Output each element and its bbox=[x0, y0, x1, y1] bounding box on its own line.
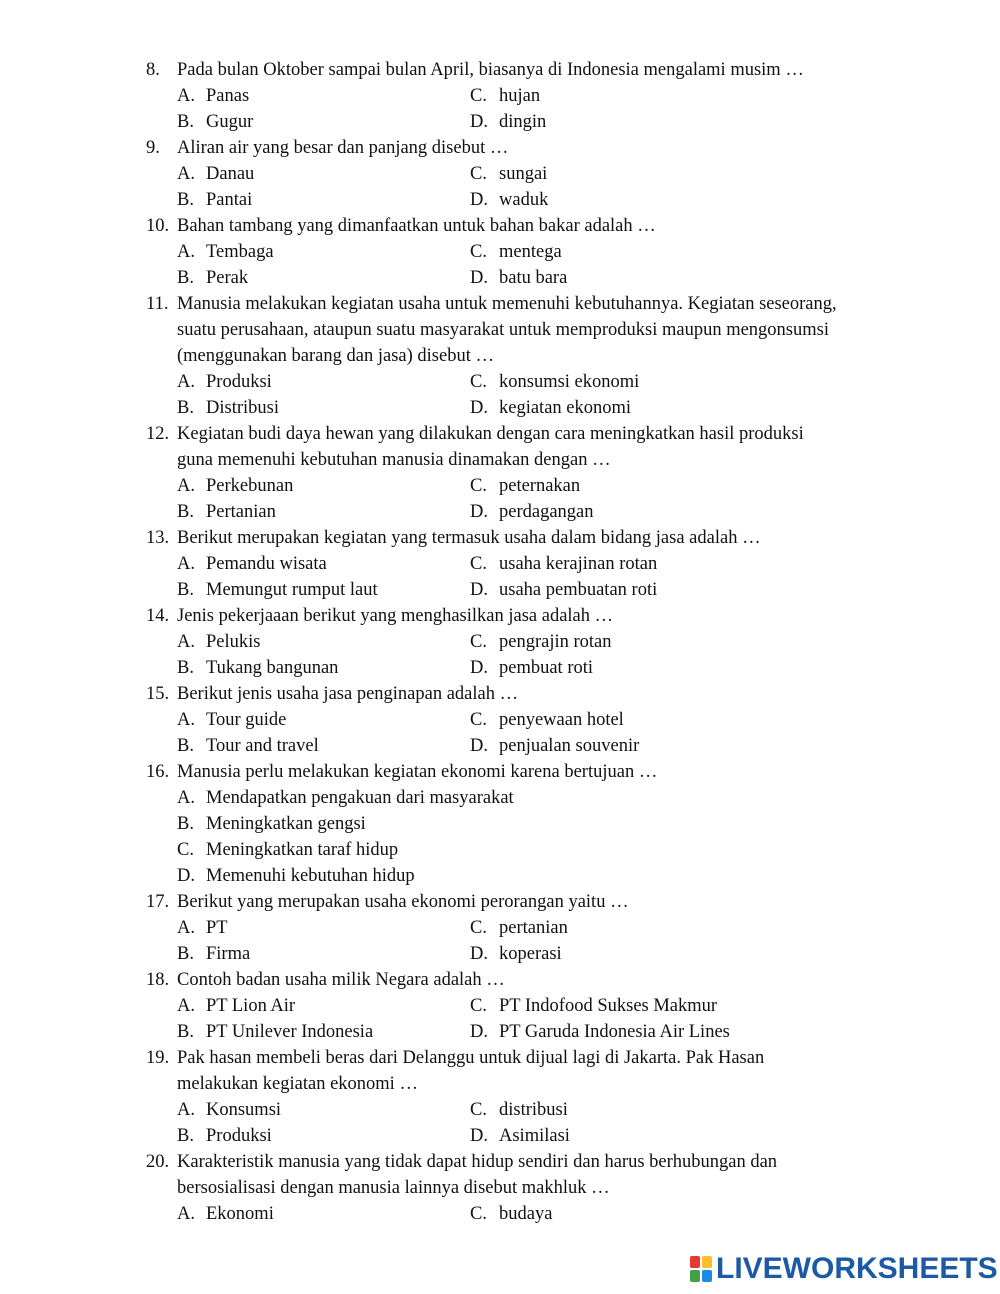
option-letter: A. bbox=[177, 918, 195, 938]
answer-option[interactable] bbox=[177, 941, 470, 967]
option-text: PT Garuda Indonesia Air Lines bbox=[499, 1022, 730, 1042]
answer-row bbox=[177, 993, 906, 1019]
question-item bbox=[146, 1045, 906, 1149]
option-letter: B. bbox=[177, 112, 194, 132]
question-item bbox=[146, 57, 906, 135]
option-letter: A. bbox=[177, 164, 195, 184]
question-line bbox=[146, 889, 906, 915]
option-text: Gugur bbox=[206, 112, 254, 132]
answer-option[interactable] bbox=[470, 1097, 763, 1123]
question-line bbox=[146, 421, 906, 447]
question-number: 9. bbox=[146, 138, 160, 158]
option-letter: C. bbox=[470, 632, 487, 652]
logo-mark-block bbox=[702, 1256, 712, 1268]
answer-row bbox=[177, 733, 906, 759]
question-item bbox=[146, 421, 906, 525]
question-line bbox=[146, 1149, 906, 1175]
option-letter: D. bbox=[470, 736, 488, 756]
option-text: Pelukis bbox=[206, 632, 261, 652]
answer-option[interactable] bbox=[177, 83, 470, 109]
answer-option[interactable] bbox=[177, 1201, 470, 1227]
answer-option[interactable] bbox=[470, 915, 763, 941]
option-letter: B. bbox=[177, 736, 194, 756]
option-letter: C. bbox=[470, 1100, 487, 1120]
answer-option[interactable] bbox=[470, 239, 763, 265]
answer-option[interactable] bbox=[177, 1123, 470, 1149]
option-letter: B. bbox=[177, 944, 194, 964]
option-letter: C. bbox=[470, 1204, 487, 1224]
question-text: Berikut jenis usaha jasa penginapan adalah … bbox=[177, 684, 519, 704]
option-text: Tour guide bbox=[206, 710, 287, 730]
option-text: usaha pembuatan roti bbox=[499, 580, 658, 600]
question-line bbox=[146, 57, 906, 83]
answer-option[interactable] bbox=[177, 577, 470, 603]
option-text: distribusi bbox=[499, 1100, 568, 1120]
answer-option[interactable] bbox=[470, 109, 763, 135]
option-text: PT bbox=[206, 918, 228, 938]
answer-row bbox=[177, 655, 906, 681]
question-text: Bahan tambang yang dimanfaatkan untuk bahan bakar adalah … bbox=[177, 216, 656, 236]
question-number: 15. bbox=[146, 684, 170, 704]
answer-row bbox=[177, 577, 906, 603]
option-text: Pemandu wisata bbox=[206, 554, 327, 574]
option-letter: D. bbox=[470, 398, 488, 418]
answer-option[interactable] bbox=[177, 993, 470, 1019]
question-text: Berikut yang merupakan usaha ekonomi perorangan yaitu … bbox=[177, 892, 629, 912]
option-letter: B. bbox=[177, 1022, 194, 1042]
question-number: 16. bbox=[146, 762, 170, 782]
option-letter: A. bbox=[177, 476, 195, 496]
question-number: 12. bbox=[146, 424, 170, 444]
answer-option[interactable] bbox=[177, 837, 777, 863]
question-number: 19. bbox=[146, 1048, 170, 1068]
option-letter: A. bbox=[177, 632, 195, 652]
option-letter: B. bbox=[177, 190, 194, 210]
option-text: konsumsi ekonomi bbox=[499, 372, 640, 392]
question-text: guna memenuhi kebutuhan manusia dinamakan dengan … bbox=[177, 450, 611, 470]
question-line bbox=[146, 291, 906, 317]
answer-options bbox=[177, 629, 906, 681]
answer-option[interactable] bbox=[177, 785, 777, 811]
answer-row bbox=[177, 369, 906, 395]
logo-text: LIVEWORKSHEETS bbox=[716, 1252, 998, 1285]
option-text: pengrajin rotan bbox=[499, 632, 612, 652]
option-letter: B. bbox=[177, 814, 194, 834]
question-number bbox=[146, 343, 177, 369]
liveworksheets-logo bbox=[690, 1254, 998, 1284]
option-letter: C. bbox=[470, 164, 487, 184]
answer-row bbox=[177, 1123, 906, 1149]
answer-options bbox=[177, 473, 906, 525]
answer-row bbox=[177, 551, 906, 577]
answer-options bbox=[177, 369, 906, 421]
option-letter: C. bbox=[470, 476, 487, 496]
option-text: pertanian bbox=[499, 918, 568, 938]
option-letter: C. bbox=[470, 710, 487, 730]
question-item bbox=[146, 889, 906, 967]
answer-option[interactable] bbox=[470, 83, 763, 109]
answer-option[interactable] bbox=[177, 395, 470, 421]
option-letter: D. bbox=[470, 190, 488, 210]
option-text: koperasi bbox=[499, 944, 562, 964]
option-letter: C. bbox=[470, 918, 487, 938]
option-text: Tukang bangunan bbox=[206, 658, 339, 678]
question-text: Karakteristik manusia yang tidak dapat hidup sendiri dan harus berhubungan dan bbox=[177, 1152, 778, 1172]
question-text: Pada bulan Oktober sampai bulan April, biasanya di Indonesia mengalami musim … bbox=[177, 60, 804, 80]
option-letter: B. bbox=[177, 398, 194, 418]
answer-options bbox=[177, 1097, 906, 1149]
question-text: suatu perusahaan, ataupun suatu masyarakat untuk memproduksi maupun mengonsumsi bbox=[177, 320, 829, 340]
question-text: Pak hasan membeli beras dari Delanggu untuk dijual lagi di Jakarta. Pak Hasan bbox=[177, 1048, 765, 1068]
option-letter: C. bbox=[470, 242, 487, 262]
question-line-continued bbox=[146, 317, 906, 343]
answer-option[interactable] bbox=[470, 499, 763, 525]
answer-row bbox=[177, 1201, 906, 1227]
option-text: waduk bbox=[499, 190, 549, 210]
answer-row bbox=[177, 629, 906, 655]
option-text: Ekonomi bbox=[206, 1204, 274, 1224]
answer-row bbox=[177, 239, 906, 265]
answer-option[interactable] bbox=[177, 239, 470, 265]
answer-option[interactable] bbox=[470, 1019, 763, 1045]
option-text: PT Indofood Sukses Makmur bbox=[499, 996, 718, 1016]
option-text: Memenuhi kebutuhan hidup bbox=[206, 866, 415, 886]
answer-option[interactable] bbox=[470, 733, 763, 759]
answer-options bbox=[177, 785, 906, 889]
answer-options bbox=[177, 993, 906, 1045]
answer-row bbox=[177, 1019, 906, 1045]
answer-option[interactable] bbox=[177, 707, 470, 733]
answer-option[interactable] bbox=[177, 655, 470, 681]
question-text: Manusia melakukan kegiatan usaha untuk memenuhi kebutuhannya. Kegiatan seseorang, bbox=[177, 294, 837, 314]
question-number: 10. bbox=[146, 216, 170, 236]
answer-option[interactable] bbox=[470, 655, 763, 681]
question-item bbox=[146, 291, 906, 421]
option-text: Perkebunan bbox=[206, 476, 294, 496]
question-text: Kegiatan budi daya hewan yang dilakukan dengan cara meningkatkan hasil produksi bbox=[177, 424, 804, 444]
option-text: sungai bbox=[499, 164, 548, 184]
question-text: Aliran air yang besar dan panjang disebut … bbox=[177, 138, 509, 158]
option-letter: A. bbox=[177, 242, 195, 262]
option-letter: D. bbox=[470, 112, 488, 132]
answer-row bbox=[177, 707, 906, 733]
answer-option[interactable] bbox=[177, 811, 777, 837]
option-letter: A. bbox=[177, 86, 195, 106]
option-letter: D. bbox=[470, 944, 488, 964]
option-letter: B. bbox=[177, 580, 194, 600]
question-line bbox=[146, 603, 906, 629]
question-number bbox=[146, 1175, 177, 1201]
question-text: (menggunakan barang dan jasa) disebut … bbox=[177, 346, 494, 366]
question-list bbox=[146, 57, 906, 1227]
option-text: penyewaan hotel bbox=[499, 710, 624, 730]
question-line bbox=[146, 213, 906, 239]
question-line bbox=[146, 681, 906, 707]
option-text: hujan bbox=[499, 86, 541, 106]
question-item bbox=[146, 603, 906, 681]
answer-row bbox=[177, 83, 906, 109]
option-text: PT Lion Air bbox=[206, 996, 296, 1016]
option-text: Distribusi bbox=[206, 398, 279, 418]
question-number: 18. bbox=[146, 970, 170, 990]
answer-option[interactable] bbox=[177, 499, 470, 525]
question-number: 11. bbox=[146, 294, 169, 314]
option-letter: D. bbox=[470, 658, 488, 678]
answer-row bbox=[177, 785, 906, 811]
question-line bbox=[146, 135, 906, 161]
answer-option[interactable] bbox=[470, 473, 763, 499]
answer-option[interactable] bbox=[470, 187, 763, 213]
question-number: 14. bbox=[146, 606, 170, 626]
answer-option[interactable] bbox=[470, 993, 763, 1019]
option-text: Pantai bbox=[206, 190, 253, 210]
option-letter: C. bbox=[470, 996, 487, 1016]
answer-options bbox=[177, 161, 906, 213]
option-text: Asimilasi bbox=[499, 1126, 570, 1146]
option-text: penjualan souvenir bbox=[499, 736, 640, 756]
answer-options bbox=[177, 915, 906, 967]
answer-options bbox=[177, 239, 906, 291]
answer-row bbox=[177, 473, 906, 499]
option-letter: A. bbox=[177, 1100, 195, 1120]
answer-option[interactable] bbox=[177, 629, 470, 655]
question-line-continued bbox=[146, 343, 906, 369]
option-text: pembuat roti bbox=[499, 658, 594, 678]
answer-option[interactable] bbox=[177, 915, 470, 941]
logo-mark-block bbox=[690, 1256, 700, 1268]
option-letter: A. bbox=[177, 372, 195, 392]
answer-option[interactable] bbox=[470, 577, 763, 603]
option-text: Panas bbox=[206, 86, 250, 106]
answer-row bbox=[177, 499, 906, 525]
question-item bbox=[146, 525, 906, 603]
answer-option[interactable] bbox=[470, 941, 763, 967]
question-number: 13. bbox=[146, 528, 170, 548]
option-letter: B. bbox=[177, 502, 194, 522]
logo-mark-block bbox=[702, 1270, 712, 1282]
question-item bbox=[146, 967, 906, 1045]
answer-row bbox=[177, 187, 906, 213]
option-text: Tembaga bbox=[206, 242, 274, 262]
option-text: Memungut rumput laut bbox=[206, 580, 378, 600]
logo-mark-icon bbox=[690, 1256, 712, 1282]
question-number: 17. bbox=[146, 892, 170, 912]
option-letter: C. bbox=[470, 554, 487, 574]
option-text: peternakan bbox=[499, 476, 581, 496]
answer-option[interactable] bbox=[470, 629, 763, 655]
question-text: melakukan kegiatan ekonomi … bbox=[177, 1074, 418, 1094]
logo-mark-block bbox=[690, 1270, 700, 1282]
answer-option[interactable] bbox=[470, 369, 763, 395]
question-number bbox=[146, 1071, 177, 1097]
option-letter: A. bbox=[177, 710, 195, 730]
answer-options bbox=[177, 551, 906, 603]
answer-row bbox=[177, 915, 906, 941]
question-number: 20. bbox=[146, 1152, 170, 1172]
option-letter: C. bbox=[177, 840, 194, 860]
answer-option[interactable] bbox=[177, 109, 470, 135]
option-letter: D. bbox=[470, 1126, 488, 1146]
option-text: Pertanian bbox=[206, 502, 276, 522]
question-text: Contoh badan usaha milik Negara adalah … bbox=[177, 970, 505, 990]
answer-options bbox=[177, 83, 906, 135]
question-item bbox=[146, 213, 906, 291]
question-text: Jenis pekerjaaan berikut yang menghasilkan jasa adalah … bbox=[177, 606, 614, 626]
question-line-continued bbox=[146, 1175, 906, 1201]
answer-options bbox=[177, 707, 906, 759]
answer-row bbox=[177, 863, 906, 889]
option-text: Perak bbox=[206, 268, 249, 288]
question-line-continued bbox=[146, 1071, 906, 1097]
answer-option[interactable] bbox=[470, 1201, 763, 1227]
question-item bbox=[146, 681, 906, 759]
answer-option[interactable] bbox=[177, 265, 470, 291]
option-letter: D. bbox=[177, 866, 195, 886]
answer-option[interactable] bbox=[177, 473, 470, 499]
question-item bbox=[146, 759, 906, 889]
question-line bbox=[146, 1045, 906, 1071]
option-letter: B. bbox=[177, 1126, 194, 1146]
option-letter: B. bbox=[177, 268, 194, 288]
answer-row bbox=[177, 811, 906, 837]
option-text: dingin bbox=[499, 112, 547, 132]
option-text: budaya bbox=[499, 1204, 553, 1224]
answer-row bbox=[177, 265, 906, 291]
option-letter: C. bbox=[470, 372, 487, 392]
option-text: Meningkatkan gengsi bbox=[206, 814, 366, 834]
question-item bbox=[146, 1149, 906, 1227]
question-text: Berikut merupakan kegiatan yang termasuk usaha dalam bidang jasa adalah … bbox=[177, 528, 761, 548]
answer-option[interactable] bbox=[177, 733, 470, 759]
option-text: Konsumsi bbox=[206, 1100, 282, 1120]
option-letter: B. bbox=[177, 658, 194, 678]
option-text: Tour and travel bbox=[206, 736, 319, 756]
option-letter: C. bbox=[470, 86, 487, 106]
option-letter: D. bbox=[470, 580, 488, 600]
option-text: mentega bbox=[499, 242, 562, 262]
question-line bbox=[146, 759, 906, 785]
option-text: PT Unilever Indonesia bbox=[206, 1022, 374, 1042]
question-line bbox=[146, 967, 906, 993]
answer-option[interactable] bbox=[470, 551, 763, 577]
answer-option[interactable] bbox=[177, 551, 470, 577]
answer-option[interactable] bbox=[470, 1123, 763, 1149]
option-text: Meningkatkan taraf hidup bbox=[206, 840, 399, 860]
option-letter: A. bbox=[177, 554, 195, 574]
answer-option[interactable] bbox=[177, 161, 470, 187]
option-text: kegiatan ekonomi bbox=[499, 398, 632, 418]
answer-options bbox=[177, 1201, 906, 1227]
question-text: Manusia perlu melakukan kegiatan ekonomi karena bertujuan … bbox=[177, 762, 658, 782]
answer-option[interactable] bbox=[470, 707, 763, 733]
question-line-continued bbox=[146, 447, 906, 473]
option-text: Produksi bbox=[206, 372, 272, 392]
question-number: 8. bbox=[146, 60, 160, 80]
answer-option[interactable] bbox=[177, 187, 470, 213]
answer-option[interactable] bbox=[470, 161, 763, 187]
question-item bbox=[146, 135, 906, 213]
answer-option[interactable] bbox=[177, 1097, 470, 1123]
answer-row bbox=[177, 1097, 906, 1123]
option-letter: D. bbox=[470, 1022, 488, 1042]
question-text: bersosialisasi dengan manusia lainnya disebut makhluk … bbox=[177, 1178, 610, 1198]
option-text: Mendapatkan pengakuan dari masyarakat bbox=[206, 788, 514, 808]
question-number bbox=[146, 447, 177, 473]
option-letter: D. bbox=[470, 268, 488, 288]
answer-row bbox=[177, 837, 906, 863]
answer-option[interactable] bbox=[470, 395, 763, 421]
answer-option[interactable] bbox=[470, 265, 763, 291]
option-text: batu bara bbox=[499, 268, 568, 288]
option-letter: D. bbox=[470, 502, 488, 522]
answer-option[interactable] bbox=[177, 863, 777, 889]
option-text: Produksi bbox=[206, 1126, 272, 1146]
question-line bbox=[146, 525, 906, 551]
option-text: usaha kerajinan rotan bbox=[499, 554, 658, 574]
answer-option[interactable] bbox=[177, 369, 470, 395]
option-text: Danau bbox=[206, 164, 255, 184]
option-letter: A. bbox=[177, 1204, 195, 1224]
answer-row bbox=[177, 395, 906, 421]
answer-row bbox=[177, 109, 906, 135]
answer-option[interactable] bbox=[177, 1019, 470, 1045]
option-letter: A. bbox=[177, 788, 195, 808]
option-letter: A. bbox=[177, 996, 195, 1016]
answer-row bbox=[177, 161, 906, 187]
question-number bbox=[146, 317, 177, 343]
option-text: perdagangan bbox=[499, 502, 594, 522]
answer-row bbox=[177, 941, 906, 967]
option-text: Firma bbox=[206, 944, 251, 964]
